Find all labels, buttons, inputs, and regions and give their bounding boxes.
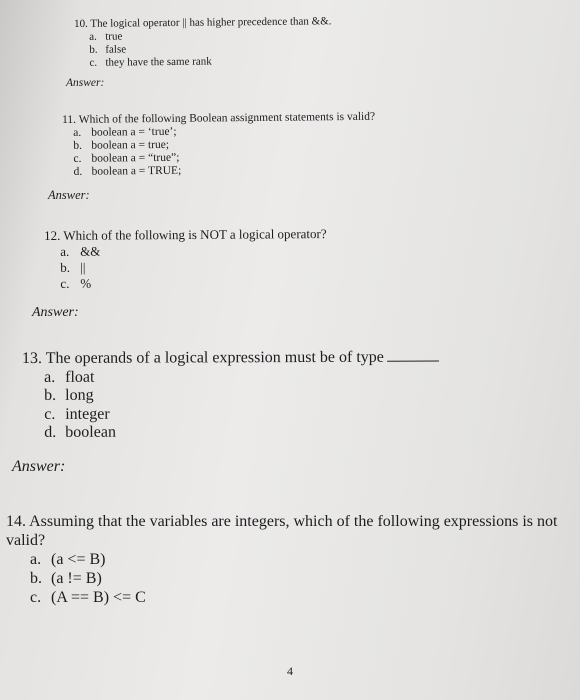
question-14 bbox=[6, 512, 574, 607]
question-text: Which of the following Boolean assignment statements is valid? bbox=[78, 110, 376, 126]
question-number: 12. bbox=[44, 227, 61, 243]
option-a: a. (a <= B) bbox=[30, 551, 106, 568]
question-text: The logical operator || has higher precedence than &&. bbox=[90, 15, 332, 30]
options-list bbox=[89, 28, 332, 70]
question-number: 13. bbox=[22, 349, 43, 367]
option-d: d. boolean bbox=[44, 423, 116, 441]
page-number: 4 bbox=[287, 664, 293, 678]
question-11 bbox=[62, 111, 376, 179]
option-b: b. boolean a = true; bbox=[73, 138, 170, 152]
options-list bbox=[60, 242, 327, 292]
answer-label-10: Answer: bbox=[66, 77, 105, 89]
option-a: a. boolean a = ‘true’; bbox=[73, 125, 177, 139]
option-c: c. integer bbox=[44, 405, 110, 423]
question-10 bbox=[74, 15, 332, 70]
answer-label-13: Answer: bbox=[12, 458, 66, 475]
option-c: c. they have the same rank bbox=[89, 55, 212, 69]
answer-label-11: Answer: bbox=[48, 188, 90, 202]
question-stem bbox=[22, 349, 439, 369]
options-list bbox=[30, 550, 574, 607]
options-list bbox=[73, 124, 376, 179]
question-stem bbox=[44, 226, 327, 244]
question-stem bbox=[74, 15, 332, 31]
options-list bbox=[44, 367, 439, 442]
question-stem bbox=[6, 512, 574, 550]
option-a: a. && bbox=[60, 243, 101, 259]
option-b: b. false bbox=[89, 43, 127, 56]
answer-label-12: Answer: bbox=[32, 305, 79, 320]
option-b: b. (a != B) bbox=[30, 570, 102, 587]
option-c: c. boolean a = “true”; bbox=[73, 151, 180, 165]
option-d: d. boolean a = TRUE; bbox=[73, 164, 182, 178]
option-a: a. float bbox=[44, 368, 95, 386]
question-number: 10. bbox=[74, 17, 88, 30]
option-b: b. || bbox=[60, 259, 86, 275]
question-text: Assuming that the variables are integers, which of the following expressions is not valid? bbox=[6, 513, 558, 549]
question-number: 14. bbox=[6, 513, 26, 530]
option-c: c. (A == B) <= C bbox=[30, 589, 146, 606]
question-text: Which of the following is NOT a logical operator? bbox=[63, 226, 327, 243]
question-text: The operands of a logical expression must be of type bbox=[45, 348, 384, 367]
option-c: c. % bbox=[60, 275, 92, 291]
answer-blank bbox=[387, 361, 439, 362]
option-a: a. true bbox=[89, 30, 123, 43]
question-13 bbox=[22, 349, 439, 443]
question-number: 11. bbox=[62, 113, 77, 126]
option-b: b. long bbox=[44, 386, 94, 404]
question-12 bbox=[44, 226, 327, 292]
